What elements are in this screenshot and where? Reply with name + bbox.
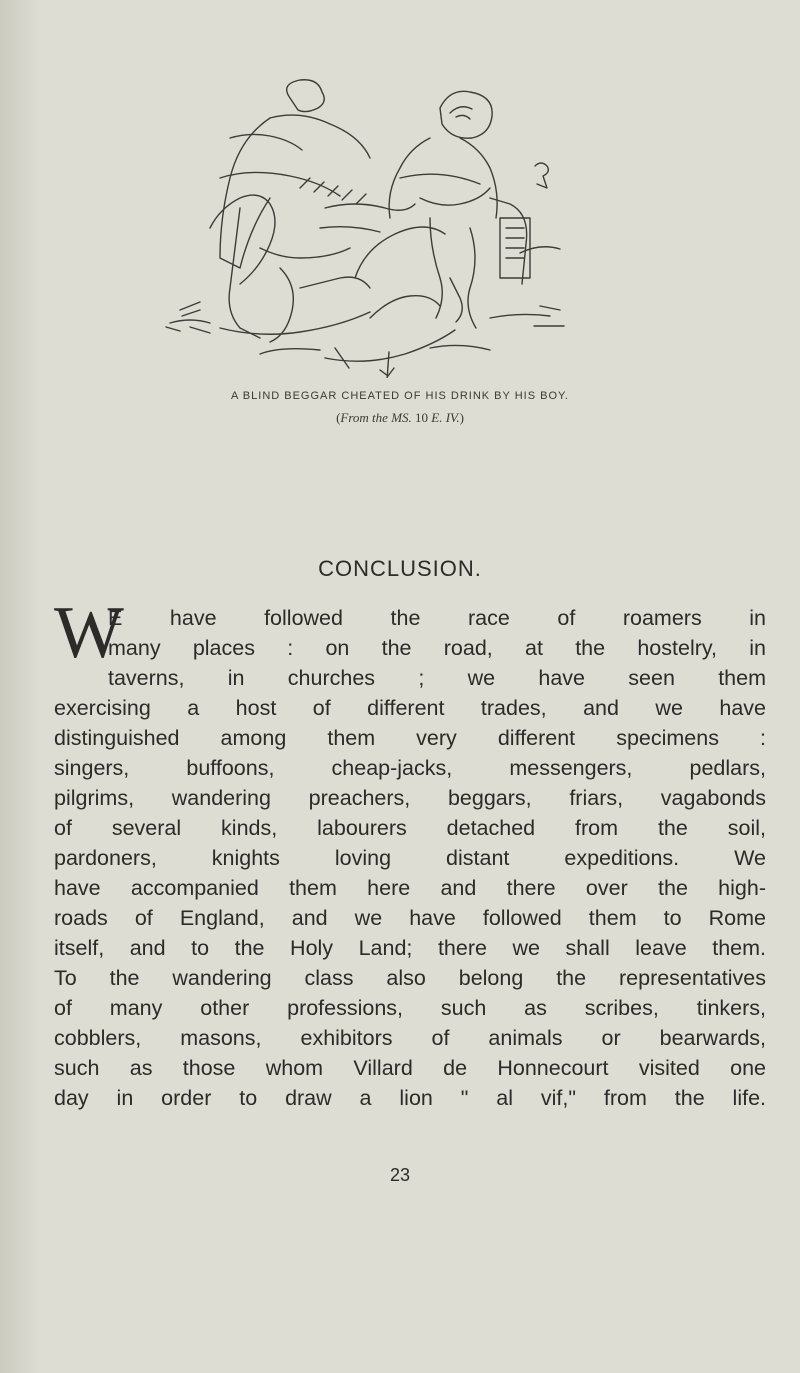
text-line: of many other professions, such as scribes, tinkers, — [54, 996, 766, 1020]
text-line: To the wandering class also belong the representatives — [54, 966, 766, 990]
section-heading: CONCLUSION. — [318, 556, 482, 581]
source-number: 10 — [411, 410, 432, 425]
page-number: 23 — [389, 1165, 411, 1185]
source-suffix: ) — [459, 410, 464, 425]
blind-beggar-engraving-icon — [150, 78, 590, 378]
text-line: roads of England, and we have followed them to Rome — [54, 906, 766, 930]
text-line: cobblers, masons, exhibitors of animals or bearwards, — [54, 1026, 766, 1050]
text-line: pilgrims, wandering preachers, beggars, friars, vagabonds — [54, 786, 766, 810]
text-line: distinguished among them very different specimens : — [54, 726, 766, 750]
figure-caption: A BLIND BEGGAR CHEATED OF HIS DRINK BY HIS BOY. — [231, 390, 569, 402]
source-manuscript: From the MS. — [340, 410, 412, 425]
drop-cap: W — [54, 592, 124, 674]
text-line: exercising a host of different trades, and we have — [54, 696, 766, 720]
illustration — [150, 78, 590, 378]
source-reference: E. IV. — [431, 410, 460, 425]
text-line: taverns, in churches ; we have seen them — [108, 666, 766, 690]
text-line: itself, and to the Holy Land; there we shall leave them. — [54, 936, 766, 960]
text-line: E have followed the race of roamers in — [108, 606, 766, 630]
text-line: many places : on the road, at the hostelry, in — [108, 636, 766, 660]
text-line: pardoners, knights loving distant expeditions. We — [54, 846, 766, 870]
text-line: have accompanied them here and there over the high- — [54, 876, 766, 900]
figure-source — [0, 410, 800, 426]
text-line: day in order to draw a lion " al vif," from the life. — [54, 1086, 766, 1110]
text-line: singers, buffoons, cheap-jacks, messengers, pedlars, — [54, 756, 766, 780]
text-line: such as those whom Villard de Honnecourt visited one — [54, 1056, 766, 1080]
source-prefix: ( — [336, 410, 341, 425]
text-line: of several kinds, labourers detached from the soil, — [54, 816, 766, 840]
